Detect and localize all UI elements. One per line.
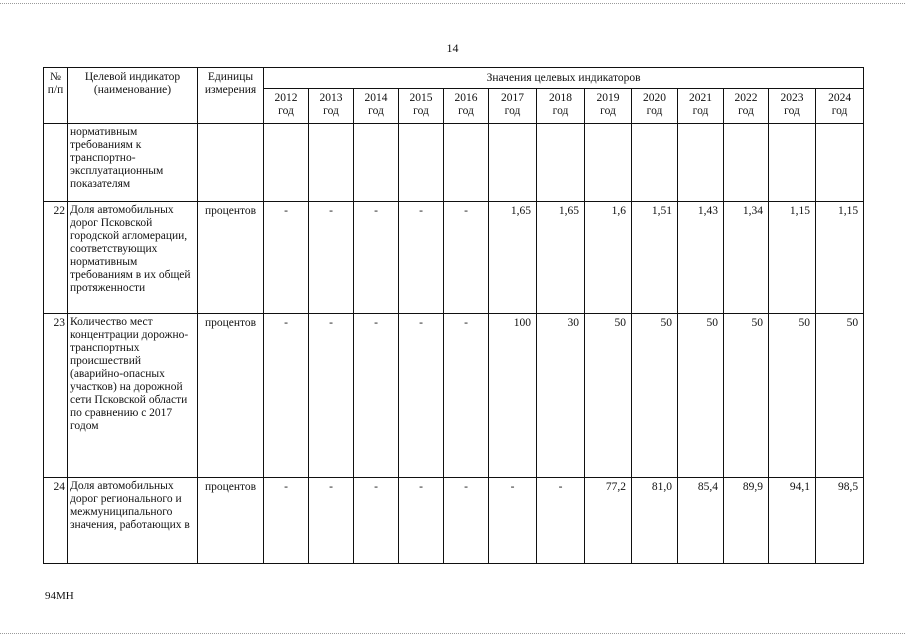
header-year-suffix: год: [552, 105, 569, 117]
header-year-suffix: год: [278, 105, 294, 117]
indicator-value: -: [309, 202, 354, 314]
header-year-value: 2017: [501, 92, 524, 104]
indicator-value: 1,15: [816, 202, 864, 314]
indicator-value: 85,4: [678, 478, 724, 564]
header-row-top: [44, 68, 864, 89]
indicator-value: 89,9: [724, 478, 769, 564]
header-num: № п/п: [44, 68, 68, 124]
indicator-value: -: [399, 478, 444, 564]
indicator-value: 98,5: [816, 478, 864, 564]
indicator-unit: процентов: [198, 314, 264, 478]
indicator-value: -: [399, 314, 444, 478]
indicator-value: -: [489, 478, 537, 564]
row-number: 24: [44, 478, 68, 564]
indicator-value: 77,2: [585, 478, 632, 564]
indicator-value: [264, 124, 309, 202]
header-year-suffix: год: [504, 105, 521, 117]
header-values-title: Значения целевых индикаторов: [264, 68, 864, 89]
indicator-value: [489, 124, 537, 202]
header-year-suffix: год: [646, 105, 663, 117]
header-year-suffix: год: [738, 105, 754, 117]
target-indicators-table: [43, 67, 864, 564]
header-year-suffix: год: [368, 105, 384, 117]
indicator-unit: [198, 124, 264, 202]
indicator-value: 1,6: [585, 202, 632, 314]
header-year-2022: [724, 89, 769, 124]
header-year-value: 2021: [689, 92, 712, 104]
indicator-name: Количество мест концентрации дорожно-транспортных происшествий (аварийно-опасных участков) на дорожной сети Псковской области по сравнению с 2017 годом: [68, 314, 198, 478]
indicator-name: Доля автомобильных дорог регионального и межмуниципального значения, работающих в: [68, 478, 198, 564]
indicator-value: [399, 124, 444, 202]
table-row: [44, 124, 864, 202]
indicator-value: [816, 124, 864, 202]
header-year-suffix: год: [831, 105, 848, 117]
header-year-value: 2014: [364, 92, 388, 104]
indicator-value: 81,0: [632, 478, 678, 564]
header-year-2021: [678, 89, 724, 124]
indicator-name: Доля автомобильных дорог Псковской городской агломерации, соответствующих нормативным требованиям в их общей протяженности: [68, 202, 198, 314]
header-year-2018: [537, 89, 585, 124]
indicator-value: 1,34: [724, 202, 769, 314]
indicator-value: [678, 124, 724, 202]
indicator-value: -: [264, 478, 309, 564]
indicator-value: 50: [585, 314, 632, 478]
header-year-suffix: год: [600, 105, 616, 117]
indicator-value: 50: [678, 314, 724, 478]
indicator-value: 1,65: [537, 202, 585, 314]
indicator-value: -: [444, 314, 489, 478]
indicator-unit: процентов: [198, 478, 264, 564]
indicator-value: -: [537, 478, 585, 564]
indicator-value: 50: [769, 314, 816, 478]
indicator-value: 1,65: [489, 202, 537, 314]
indicator-value: 1,51: [632, 202, 678, 314]
indicator-value: 1,43: [678, 202, 724, 314]
indicator-value: 50: [632, 314, 678, 478]
table-row: [44, 202, 864, 314]
header-year-2019: [585, 89, 632, 124]
table-row: [44, 478, 864, 564]
header-unit: Единицы измерения: [198, 68, 264, 124]
header-year-2012: [264, 89, 309, 124]
indicator-value: -: [354, 478, 399, 564]
header-year-suffix: год: [692, 105, 709, 117]
row-number: 22: [44, 202, 68, 314]
indicator-value: -: [309, 314, 354, 478]
scan-edge-bottom: [0, 633, 905, 634]
indicator-value: -: [264, 314, 309, 478]
header-year-2017: [489, 89, 537, 124]
indicator-name: нормативным требованиям к транспортно-эксплуатационным показателям: [68, 124, 198, 202]
header-year-2024: [816, 89, 864, 124]
header-name: Целевой индикатор (наименование): [68, 68, 198, 124]
header-year-2015: [399, 89, 444, 124]
header-year-value: 2015: [409, 92, 433, 104]
indicator-value: -: [309, 478, 354, 564]
indicator-value: 50: [724, 314, 769, 478]
indicator-value: [354, 124, 399, 202]
indicator-value: -: [354, 314, 399, 478]
header-year-suffix: год: [458, 105, 474, 117]
header-year-suffix: год: [784, 105, 800, 117]
footer-code: 94МН: [45, 590, 74, 602]
row-number: [44, 124, 68, 202]
header-year-value: 2022: [734, 92, 758, 104]
indicator-value: -: [354, 202, 399, 314]
page-number: 14: [446, 41, 459, 55]
indicator-value: [769, 124, 816, 202]
header-year-value: 2018: [549, 92, 572, 104]
header-year-value: 2024: [828, 92, 852, 104]
header-year-suffix: год: [413, 105, 429, 117]
header-year-2013: [309, 89, 354, 124]
indicator-value: [724, 124, 769, 202]
indicator-value: -: [399, 202, 444, 314]
header-year-suffix: год: [323, 105, 339, 117]
table-body: [44, 124, 864, 564]
indicator-value: [537, 124, 585, 202]
indicator-value: 94,1: [769, 478, 816, 564]
scan-edge-top: [0, 3, 905, 4]
indicator-value: -: [444, 478, 489, 564]
header-year-2020: [632, 89, 678, 124]
indicator-value: 30: [537, 314, 585, 478]
indicator-value: [309, 124, 354, 202]
table-row: [44, 314, 864, 478]
indicator-value: -: [444, 202, 489, 314]
indicator-value: [632, 124, 678, 202]
row-number: 23: [44, 314, 68, 478]
indicator-value: 1,15: [769, 202, 816, 314]
header-year-value: 2013: [319, 92, 343, 104]
indicator-value: -: [264, 202, 309, 314]
header-year-value: 2020: [643, 92, 666, 104]
header-year-value: 2019: [596, 92, 620, 104]
header-year-2014: [354, 89, 399, 124]
header-year-2016: [444, 89, 489, 124]
indicator-value: 50: [816, 314, 864, 478]
header-year-2023: [769, 89, 816, 124]
indicator-value: [585, 124, 632, 202]
header-year-value: 2016: [454, 92, 478, 104]
indicator-value: [444, 124, 489, 202]
indicator-value: 100: [489, 314, 537, 478]
header-year-value: 2012: [274, 92, 298, 104]
indicator-unit: процентов: [198, 202, 264, 314]
header-year-value: 2023: [780, 92, 804, 104]
